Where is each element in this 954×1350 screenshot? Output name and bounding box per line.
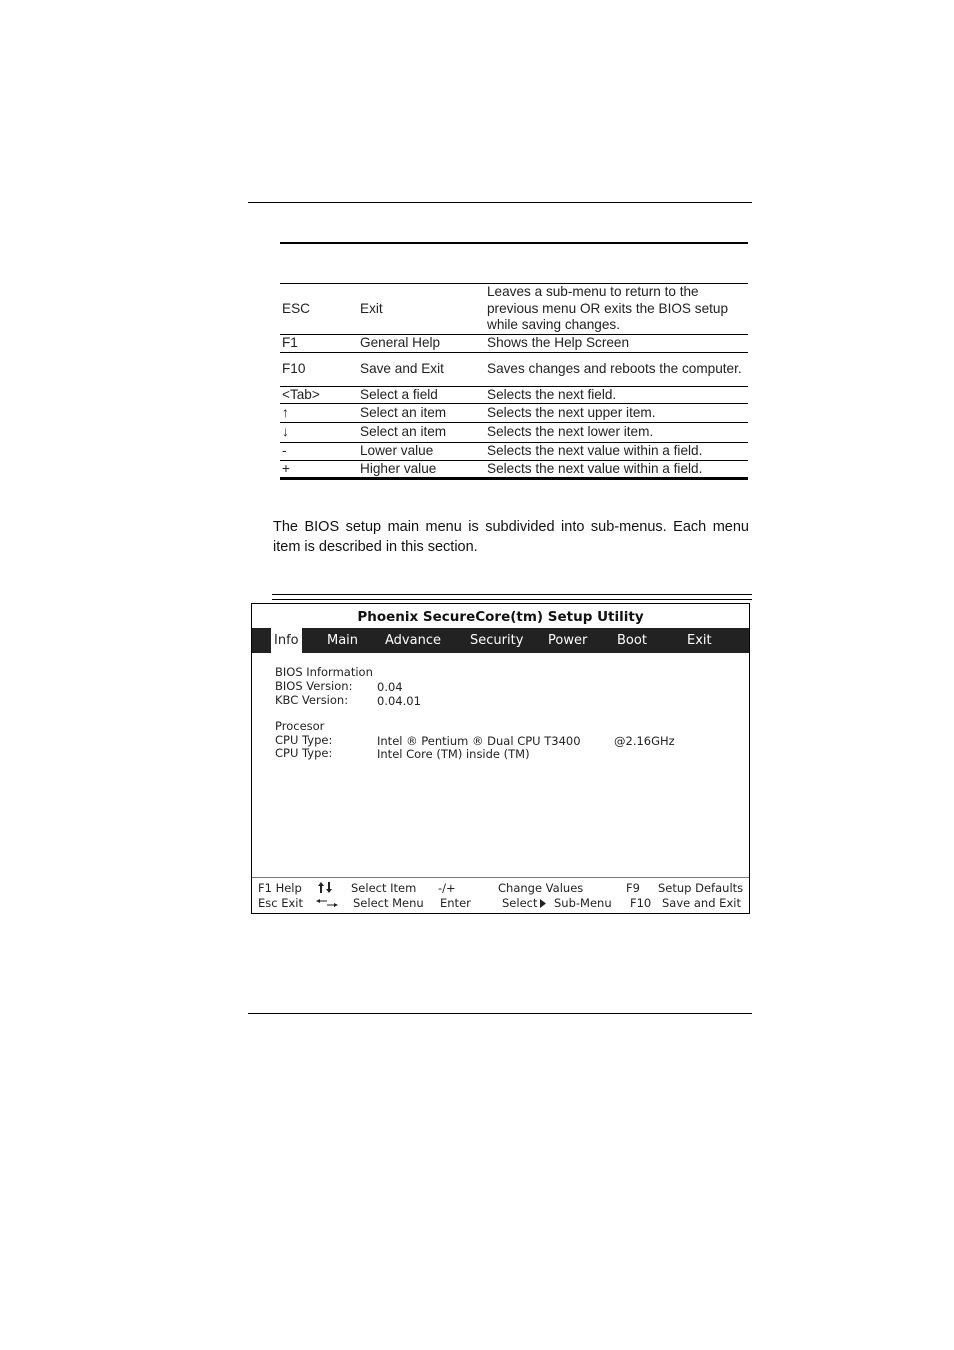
hotkey-description: Selects the next field. [485,386,748,404]
hotkey-description: Leaves a sub-menu to return to the previous menu OR exits the BIOS setup while saving changes. [485,284,748,335]
footer-esc-exit: Esc Exit [258,896,304,910]
hotkey-key: F10 [280,352,358,386]
kbc-version-value: 0.04.01 [377,694,421,708]
hotkey-function: Select an item [358,404,485,423]
footer-save-and-exit: Save and Exit [662,896,741,910]
footer-f1-help: F1 Help [258,881,302,895]
kbc-version-label: KBC Version: [275,693,349,707]
menu-tab-exit[interactable]: Exit [687,633,712,648]
triangle-right-icon [540,899,546,908]
hotkey-table [280,242,748,480]
menu-tab-power[interactable]: Power [548,633,588,648]
menu-tab-security[interactable]: Security [470,633,524,648]
bios-title: Phoenix SecureCore(tm) Setup Utility [357,609,644,625]
menu-tab-info[interactable]: Info [271,628,302,653]
footer-setup-defaults: Setup Defaults [658,881,744,895]
cpu-type-value: Intel Core (TM) inside (TM) [377,747,530,761]
table-row [280,443,748,461]
footer-select: Select [502,896,538,910]
hotkey-description: Selects the next value within a field. [487,460,703,476]
hotkey-description: Selects the next value within a field. [485,443,748,461]
hotkey-description: Selects the next lower item. [485,423,748,443]
cpu-type-label: CPU Type: [275,733,333,747]
hotkey-function: Select an item [358,423,485,443]
menu-tab-main[interactable]: Main [327,633,359,648]
footer-minus-plus: -/+ [438,881,456,895]
up-down-arrows-icon [318,882,332,893]
hotkey-key: <Tab> [280,386,358,404]
intro-paragraph: The BIOS setup main menu is subdivided into sub-menus. Each menu item is described in this section. [273,519,749,555]
menu-tab-boot[interactable]: Boot [617,633,647,648]
hotkey-description: Selects the next upper item. [485,404,748,423]
hotkey-description: Saves changes and reboots the computer. [485,352,748,386]
hotkey-function: Select a field [358,386,485,404]
footer-select-menu: Select Menu [353,896,424,910]
hotkey-function: Save and Exit [358,352,485,386]
hotkey-function: General Help [358,335,485,353]
footer-sub-menu: Sub-Menu [554,896,612,910]
hotkey-function: Lower value [358,443,485,461]
page-top-rule [248,202,752,203]
hotkey-function: Exit [358,284,485,335]
figure-double-rule [272,594,752,600]
up-arrow-icon: ↑ [280,404,358,423]
table-header-space [280,244,748,283]
hotkey-function: Higher value [360,460,437,476]
bios-version-label: BIOS Version: [275,679,353,693]
footer-f10: F10 [630,896,652,910]
footer-f9: F9 [626,881,640,895]
menu-tab-advance[interactable]: Advance [385,633,441,648]
table-row [280,284,748,335]
hotkey-key: F1 [280,335,358,353]
bios-information-heading: BIOS Information [275,665,373,679]
footer-select-item: Select Item [351,881,417,895]
bios-info-panel [252,653,749,878]
hotkey-description: Shows the Help Screen [485,335,748,353]
bios-version-value: 0.04 [377,680,403,694]
down-arrow-icon: ↓ [280,423,358,443]
table-row [280,352,748,386]
table-row [280,423,748,443]
bios-footer-legend [252,878,749,912]
bios-menu-bar [252,628,749,653]
hotkey-key: + [282,460,290,476]
hotkey-table-body [280,283,748,480]
table-row [280,335,748,353]
cpu-type-label: CPU Type: [275,746,333,760]
table-row [280,460,748,479]
page-bottom-rule [248,1013,752,1014]
processor-heading: Procesor [275,719,325,733]
table-row [280,386,748,404]
footer-change-values: Change Values [498,881,584,895]
cpu-speed-value: @2.16GHz [614,734,675,748]
hotkey-key: - [280,443,358,461]
bios-setup-screenshot [251,603,750,914]
footer-enter: Enter [440,896,471,910]
hotkey-key: ESC [280,284,358,335]
table-row [280,404,748,423]
left-right-arrows-icon [316,899,338,907]
cpu-type-value: Intel ® Pentium ® Dual CPU T3400 [377,734,581,748]
